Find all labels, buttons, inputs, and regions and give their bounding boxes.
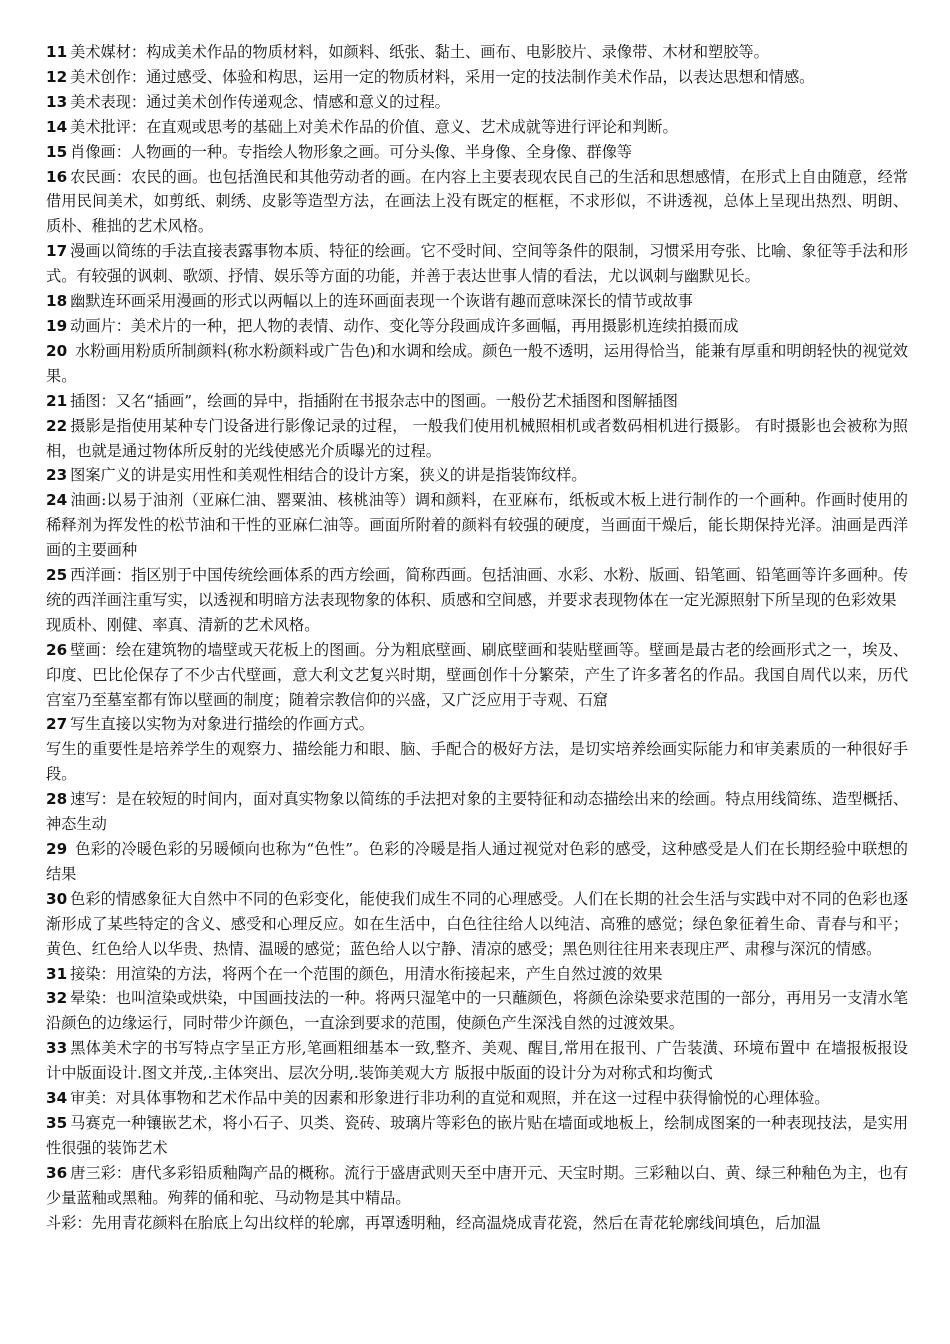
paragraph	[46, 140, 908, 165]
paragraph	[46, 65, 908, 90]
entry-text: 肖像画：人物画的一种。专指绘人物形象之画。可分头像、半身像、全身像、群像等	[70, 142, 633, 161]
entry-number: 32	[46, 989, 68, 1008]
entry-number: 18	[46, 292, 68, 311]
entry-text: 马赛克一种镶嵌艺术，将小石子、贝类、瓷砖、玻璃片等彩色的嵌片贴在墙面或地板上，绘制成图案的一种表现技法，是实用性很强的装饰艺术	[46, 1113, 908, 1157]
entry-text: 色彩的冷暖色彩的另暖倾向也称为“色性”。色彩的冷暖是指人通过视觉对色彩的感受，这种感受是人们在长期经验中联想的结果	[46, 840, 908, 883]
paragraph	[46, 962, 908, 987]
entry-number: 12	[46, 67, 68, 86]
paragraph	[46, 339, 908, 389]
paragraph	[46, 90, 908, 115]
entry-text: 晕染：也叫渲染或烘染，中国画技法的一种。将两只湿笔中的一只蘸颜色，将颜色涂染要求范围的一部分，再用另一支清水笔沿颜色的边缘运行，同时带少许颜色，一直涂到要求的范围，使颜色产生深浅自然的过渡效果。	[46, 989, 908, 1033]
paragraph	[46, 1161, 908, 1211]
entry-number: 14	[46, 117, 68, 136]
entry-text: 西洋画：指区别于中国传统绘画体系的西方绘画，简称西画。包括油画、水彩、水粉、版画、铅笔画、铅笔画等许多画种。传统的西洋画注重写实，以透视和明暗方法表现物象的体积、质感和空间感，并要求表现物体在一定光源照射下所呈现的色彩效果	[46, 566, 908, 609]
entry-text: 写生直接以实物为对象进行描绘的作画方式。	[70, 715, 374, 734]
entry-number: 19	[46, 316, 68, 335]
paragraph	[46, 115, 908, 140]
entry-text: 壁画：绘在建筑物的墙壁或天花板上的图画。分为粗底壁画、刷底壁画和装贴壁画等。壁画是最古老的绘画形式之一，埃及、印度、巴比伦保存了不少古代壁画，意大利文艺复兴时期，壁画创作十分繁荣，产生了许多著名的作品。我国自周代以来，历代宫室乃至墓室都有饰以壁画的制度；随着宗教信仰的兴盛，又广泛应用于寺观、石窟	[46, 640, 908, 709]
entry-text: 幽默连环画采用漫画的形式以两幅以上的连环画面表现一个诙谐有趣而意味深长的情节或故事	[70, 292, 693, 311]
entry-text: 速写：是在较短的时间内，面对真实物象以简练的手法把对象的主要特征和动态描绘出来的绘画。特点用线简练、造型概括、神态生动	[46, 790, 908, 834]
paragraph	[46, 165, 908, 240]
entry-number: 15	[46, 142, 68, 161]
entry-number: 16	[46, 167, 68, 186]
paragraph	[46, 712, 908, 737]
entry-number: 22	[46, 416, 68, 435]
paragraph	[46, 613, 908, 638]
entry-number: 24	[46, 491, 68, 510]
entry-number: 26	[46, 640, 68, 659]
paragraph	[46, 314, 908, 339]
entry-text: 美术表现：通过美术创作传递观念、情感和意义的过程。	[70, 92, 450, 111]
entry-text: 油画:以易于油剂（亚麻仁油、罂粟油、核桃油等）调和颜料，在亚麻布，纸板或木板上进行制作的一个画种。作画时使用的稀释剂为挥发性的松节油和干性的亚麻仁油等。画面所附着的颜料有较强的硬度，当画面干燥后，能长期保持光泽。油画是西洋画的主要画种	[46, 491, 908, 560]
paragraph	[46, 1086, 908, 1111]
entry-number: 28	[46, 790, 68, 809]
paragraph	[46, 638, 908, 713]
entry-text: 动画片：美术片的一种，把人物的表情、动作、变化等分段画成许多画幅，再用摄影机连续拍摄而成	[70, 316, 739, 335]
paragraph	[46, 40, 908, 65]
paragraph	[46, 389, 908, 414]
paragraph	[46, 488, 908, 563]
entry-text: 插图：又名“插画”，绘画的异中，指插附在书报杂志中的图画。一般份艺术插图和图解插图	[70, 391, 678, 410]
paragraph	[46, 289, 908, 314]
entry-text: 黑体美术字的书写特点字呈正方形,笔画粗细基本一致,整齐、美观、醒目,常用在报刊、广告装潢、环境布置中 在墙报板报设计中版面设计.图文并茂,.主体突出、层次分明,.装饰美观大方 版报中版面的设计分为对称式和均衡式	[46, 1039, 908, 1083]
entry-text: 水粉画用粉质所制颜料(称水粉颜料或广告色)和水调和绘成。颜色一般不透明，运用得恰当，能兼有厚重和明朗轻快的视觉效果。	[46, 341, 908, 385]
paragraph	[46, 737, 908, 787]
entry-text: 美术创作：通过感受、体验和构思，运用一定的物质材料，采用一定的技法制作美术作品，以表达思想和情感。	[70, 67, 815, 86]
paragraph	[46, 1211, 908, 1236]
entry-number: 35	[46, 1113, 68, 1132]
entry-number: 23	[46, 466, 68, 485]
entry-text: 现质朴、刚健、率真、清新的艺术风格。	[46, 615, 320, 634]
entry-number: 13	[46, 92, 68, 111]
entry-text: 美术批评：在直观或思考的基础上对美术作品的价值、意义、艺术成就等进行评论和判断。	[70, 117, 678, 136]
entry-number: 20	[46, 341, 68, 360]
paragraph	[46, 837, 908, 887]
entry-text: 色彩的情感象征大自然中不同的色彩变化，能使我们成生不同的心理感受。人们在长期的社会生活与实践中对不同的色彩也逐渐形成了某些特定的含义、感受和心理反应。如在生活中，白色往往给人以纯洁、高雅的感觉；绿色象征着生命、青春与和平；黄色、红色给人以华贵、热情、温暖的感觉；蓝色给人以宁静、清凉的感受；黑色则往往用来表现庄严、肃穆与深沉的情感。	[46, 889, 908, 958]
entry-text: 图案广义的讲是实用性和美观性相结合的设计方案，狭义的讲是指装饰纹样。	[70, 466, 587, 485]
entry-text: 审美：对具体事物和艺术作品中美的因素和形象进行非功利的直觉和观照，并在这一过程中获得愉悦的心理体验。	[70, 1089, 830, 1108]
entry-text: 斗彩：先用青花颜料在胎底上勾出纹样的轮廓，再罩透明釉，经高温烧成青花瓷，然后在青花轮廓线间填色，后加温	[46, 1213, 821, 1232]
entry-number: 34	[46, 1089, 68, 1108]
paragraph	[46, 986, 908, 1036]
entry-text: 美术媒材：构成美术作品的物质材料，如颜料、纸张、黏土、画布、电影胶片、录像带、木材和塑胶等。	[70, 43, 769, 61]
entry-text: 农民画：农民的画。也包括渔民和其他劳动者的画。在内容上主要表现农民自己的生活和思想感情，在形式上自由随意，经常借用民间美术，如剪纸、刺绣、皮影等造型方法，在画法上没有既定的框框，不求形似，不讲透视，总体上呈现出热烈、明朗、质朴、稚拙的艺术风格。	[46, 167, 908, 236]
paragraph	[46, 414, 908, 464]
paragraph	[46, 1111, 908, 1161]
entry-number: 36	[46, 1163, 68, 1182]
paragraph	[46, 1036, 908, 1086]
entry-number: 21	[46, 391, 68, 410]
paragraph	[46, 563, 908, 613]
entry-text: 摄影是指使用某种专门设备进行影像记录的过程， 一般我们使用机械照相机或者数码相机进行摄影。 有时摄影也会被称为照相，也就是通过物体所反射的光线使感光介质曝光的过程。	[46, 416, 908, 460]
entry-number: 17	[46, 242, 68, 261]
entry-text: 写生的重要性是培养学生的观察力、描绘能力和眼、脑、手配合的极好方法，是切实培养绘画实际能力和审美素质的一种很好手段。	[46, 740, 908, 784]
paragraph	[46, 787, 908, 837]
paragraph	[46, 887, 908, 962]
entry-text: 唐三彩：唐代多彩铅质釉陶产品的概称。流行于盛唐武则天至中唐开元、天宝时期。三彩釉以白、黄、绿三种釉色为主，也有少量蓝釉或黑釉。殉葬的俑和驼、马动物是其中精品。	[46, 1163, 908, 1207]
entry-number: 25	[46, 566, 68, 585]
entry-number: 33	[46, 1039, 68, 1058]
entry-number: 30	[46, 889, 68, 908]
entry-number: 31	[46, 964, 68, 983]
document-page	[46, 40, 908, 1236]
entry-number: 11	[46, 43, 68, 61]
entry-text: 接染：用渲染的方法，将两个在一个范围的颜色，用清水衔接起来，产生自然过渡的效果	[70, 964, 663, 983]
entry-text: 漫画以简练的手法直接表露事物本质、特征的绘画。它不受时间、空间等条件的限制，习惯采用夸张、比喻、象征等手法和形式。有较强的讽刺、歌颂、抒情、娱乐等方面的功能，并善于表达世事人情的看法，尤以讽刺与幽默见长。	[46, 242, 908, 286]
paragraph	[46, 239, 908, 289]
entry-number: 27	[46, 715, 68, 734]
entry-number: 29	[46, 840, 68, 858]
paragraph	[46, 463, 908, 488]
